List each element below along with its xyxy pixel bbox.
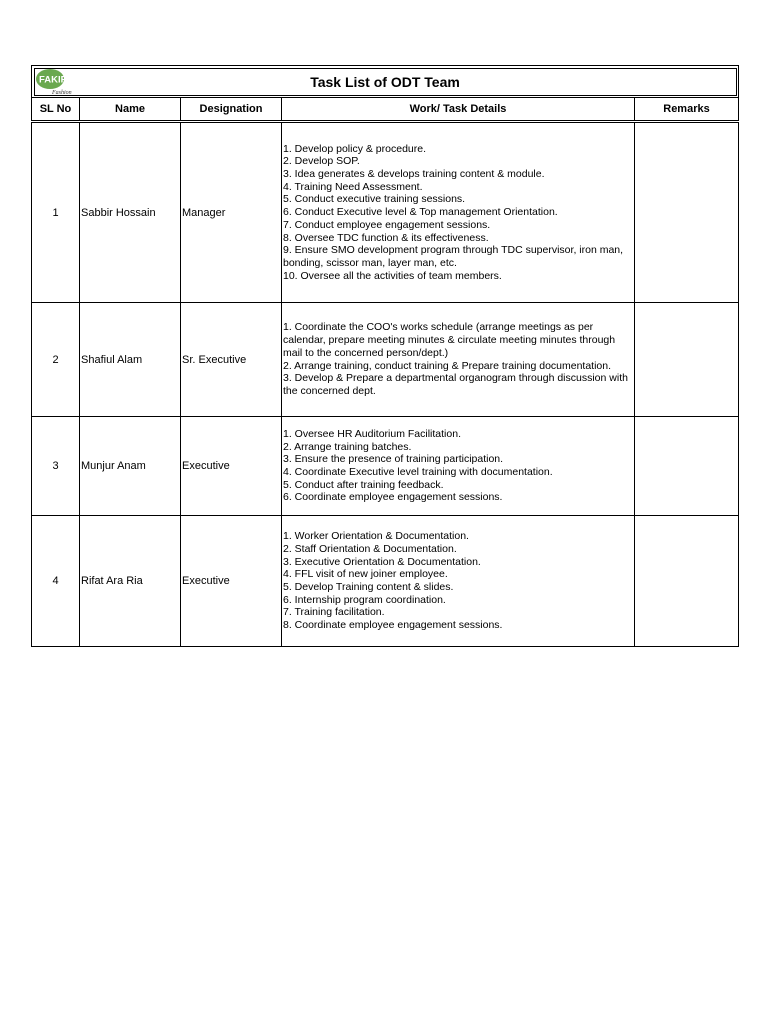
sl-no-cell: 2 (32, 303, 80, 417)
task-item: 1. Develop policy & procedure. (283, 142, 426, 155)
header-row (32, 98, 739, 122)
tasks-cell (282, 122, 635, 303)
company-logo-icon (35, 68, 85, 96)
task-item: 3. Ensure the presence of training participation. (283, 453, 504, 466)
task-item: 6. Coordinate employee engagement sessions. (283, 491, 503, 504)
task-item: 2. Arrange training, conduct training & Prepare training documentation. (283, 359, 612, 372)
task-item: 1. Oversee HR Auditorium Facilitation. (283, 427, 461, 440)
task-item: 6. Internship program coordination. (283, 593, 446, 606)
column-header-name: Name (80, 98, 181, 122)
tasks-cell (282, 417, 635, 516)
task-item: 3. Idea generates & develops training content & module. (283, 168, 545, 181)
task-table (31, 65, 739, 647)
task-item: 4. Training Need Assessment. (283, 180, 423, 193)
task-item: 3. Executive Orientation & Documentation. (283, 555, 481, 568)
task-item: 5. Conduct executive training sessions. (283, 193, 466, 206)
table-row (32, 417, 739, 516)
table-row (32, 303, 739, 417)
designation-cell: Sr. Executive (181, 303, 282, 417)
name-cell: Munjur Anam (80, 417, 181, 516)
task-item: 5. Conduct after training feedback. (283, 478, 444, 491)
name-cell: Rifat Ara Ria (80, 516, 181, 647)
tasks-cell (282, 303, 635, 417)
task-item: 6. Conduct Executive level & Top management Orientation. (283, 206, 558, 219)
task-item: 1. Coordinate the COO's works schedule (arrange meetings as per calendar, prepare meeting minutes & circulate meeting minutes through mail to the concerned person/dept.) (283, 321, 616, 359)
task-item: 2. Staff Orientation & Documentation. (283, 542, 457, 555)
remarks-cell (635, 417, 739, 516)
task-item: 2. Arrange training batches. (283, 440, 412, 453)
sl-no-cell: 4 (32, 516, 80, 647)
remarks-cell (635, 122, 739, 303)
page-title: Task List of ODT Team (310, 73, 460, 90)
name-cell: Shafiul Alam (80, 303, 181, 417)
task-item: 7. Conduct employee engagement sessions. (283, 218, 491, 231)
task-list-sheet (31, 65, 738, 647)
task-item: 7. Training facilitation. (283, 606, 385, 619)
column-header-remarks: Remarks (635, 98, 739, 122)
task-item: 1. Worker Orientation & Documentation. (283, 530, 469, 543)
sl-no-cell: 3 (32, 417, 80, 516)
task-item: 4. FFL visit of new joiner employee. (283, 568, 448, 581)
table-row (32, 516, 739, 647)
designation-cell: Executive (181, 417, 282, 516)
task-item: 10. Oversee all the activities of team members. (283, 269, 502, 282)
designation-cell: Manager (181, 122, 282, 303)
column-header-sl-no: SL No (32, 98, 80, 122)
svg-text:Fashion: Fashion (52, 90, 72, 96)
tasks-cell (282, 516, 635, 647)
table-row (32, 122, 739, 303)
remarks-cell (635, 303, 739, 417)
title-row (32, 66, 739, 98)
task-item: 4. Coordinate Executive level training with documentation. (283, 466, 553, 478)
task-item: 2. Develop SOP. (283, 155, 360, 168)
task-item: 3. Develop & Prepare a departmental organogram through discussion with the concerned dept. (283, 372, 628, 397)
task-item: 9. Ensure SMO development program through TDC supervisor, iron man, bonding, scissor man, layer man, etc. (283, 244, 624, 269)
task-item: 5. Develop Training content & slides. (283, 581, 454, 593)
designation-cell: Executive (181, 516, 282, 647)
task-item: 8. Coordinate employee engagement sessions. (283, 619, 503, 632)
name-cell: Sabbir Hossain (80, 122, 181, 303)
task-item: 8. Oversee TDC function & its effectiveness. (283, 231, 489, 244)
sl-no-cell: 1 (32, 122, 80, 303)
column-header-tasks: Work/ Task Details (282, 98, 635, 122)
svg-text:FAKIR: FAKIR (39, 74, 68, 86)
remarks-cell (635, 516, 739, 647)
column-header-designation: Designation (181, 98, 282, 122)
